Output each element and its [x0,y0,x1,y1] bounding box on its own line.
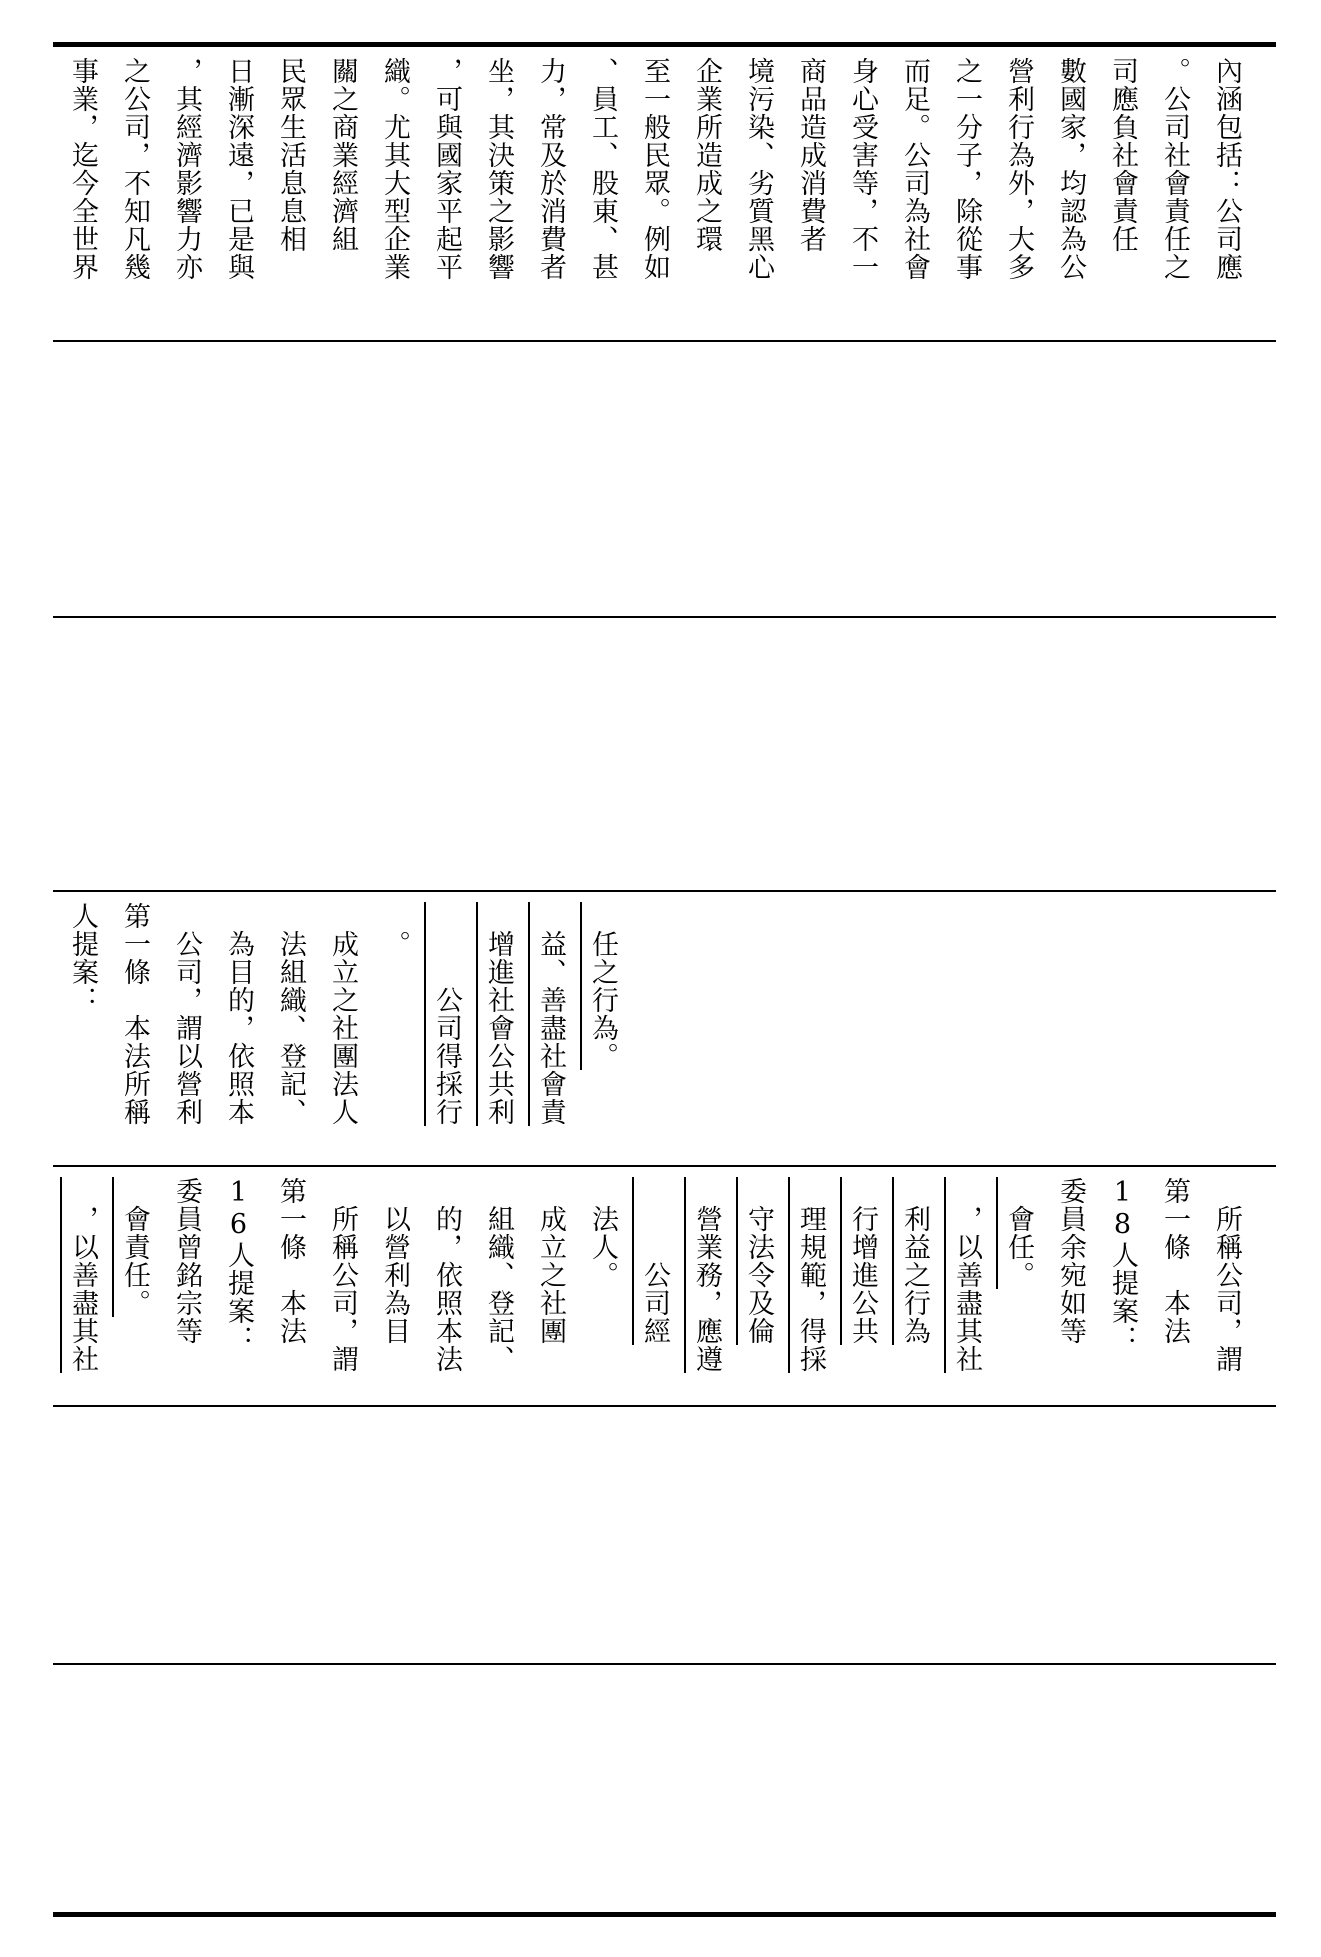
explanation-text-column: 民眾生活息息相 [275,57,306,253]
proposal-text-column: 利益之行為 [899,1177,930,1345]
explanation-text-column: 營利行為外，大多 [1003,57,1034,281]
proposal-text-column: 第一條 本法所稱 [119,902,150,1126]
proposal-text-column: 委員曾銘宗等 [171,1177,202,1345]
proposal-cell-a [53,892,1276,1165]
proposal-text-column: 成立之社團法人 [327,902,358,1126]
empty-cell [53,618,1276,890]
explanation-text-column: 之一分子，除從事 [951,57,982,281]
explanation-text-column: 力，常及於消費者 [535,57,566,281]
explanation-text-column: 商品造成消費者 [795,57,826,253]
proposal-text-column: 行增進公共 [847,1177,878,1345]
proposal-text-column: ，以善盡其社 [951,1177,982,1373]
explanation-text-column: 織。尤其大型企業 [379,57,410,281]
proposal-text-column: 營業務，應遵 [691,1177,722,1373]
proposal-text-column: 益、善盡社會責 [535,902,566,1126]
proposal-text-column: 公司得採行 [431,902,462,1126]
proposal-text-column: 人提案： [67,902,98,1014]
proposal-text-column: 理規範，得採 [795,1177,826,1373]
proposal-text-column: 以營利為目 [379,1177,410,1345]
bottom-border [53,1912,1276,1917]
empty-cell [53,1407,1276,1663]
explanation-text-column: 數國家，均認為公 [1055,57,1086,281]
explanation-text-column: 內涵包括：公司應 [1211,57,1242,281]
explanation-cell [53,47,1276,340]
proposal-text-column: 公司，謂以營利 [171,902,202,1126]
proposal-text-column: 法人。 [587,1177,618,1289]
proposal-text-column: 成立之社團 [535,1177,566,1345]
explanation-text-column: 企業所造成之環 [691,57,722,253]
proposal-text-column: 。 [379,902,410,958]
proposal-text-column: 公司經 [639,1177,670,1345]
proposal-text-column: 委員余宛如等 [1055,1177,1086,1345]
proposal-text-column: 第一條 本法 [275,1177,306,1345]
proposal-text-column: 守法令及倫 [743,1177,774,1345]
explanation-text-column: 司應負社會責任 [1107,57,1138,253]
proposal-text-column: 會責任。 [119,1177,150,1317]
explanation-text-column: ，其經濟影響力亦 [171,57,202,281]
explanation-text-column: 坐，其決策之影響 [483,57,514,281]
explanation-text-column: 而足。公司為社會 [899,57,930,281]
proposal-text-column: 增進社會公共利 [483,902,514,1126]
explanation-text-column: 境污染、劣質黑心 [743,57,774,281]
explanation-text-column: 事業，迄今全世界 [67,57,98,281]
explanation-text-column: 、員工、股東、甚 [587,57,618,281]
explanation-text-column: 日漸深遠，已是與 [223,57,254,281]
explanation-text-column: 身心受害等，不一 [847,57,878,281]
explanation-text-column: 關之商業經濟組 [327,57,358,253]
proposal-text-column: 任之行為。 [587,902,618,1070]
empty-cell [53,342,1276,616]
proposal-text-column: 組織、登記、 [483,1177,514,1373]
proposal-text-column: 的，依照本法 [431,1177,462,1373]
proposal-text-column: 所稱公司，謂 [1211,1177,1242,1373]
proposal-text-column: 所稱公司，謂 [327,1177,358,1373]
explanation-text-column: 。公司社會責任之 [1159,57,1190,281]
proposal-text-column: 法組織、登記、 [275,902,306,1126]
proposal-text-column: 第一條 本法 [1159,1177,1190,1345]
proposal-text-column: ，以善盡其社 [67,1177,98,1373]
empty-cell [53,1665,1276,1912]
proposal-text-column: 為目的，依照本 [223,902,254,1126]
proposal-cell-b [53,1167,1276,1405]
proposal-text-column: 18人提案： [1107,1177,1138,1353]
explanation-text-column: ，可與國家平起平 [431,57,462,281]
explanation-text-column: 至一般民眾。例如 [639,57,670,281]
proposal-text-column: 會任。 [1003,1177,1034,1289]
proposal-text-column: 16人提案： [223,1177,254,1353]
explanation-text-column: 之公司，不知凡幾 [119,57,150,281]
